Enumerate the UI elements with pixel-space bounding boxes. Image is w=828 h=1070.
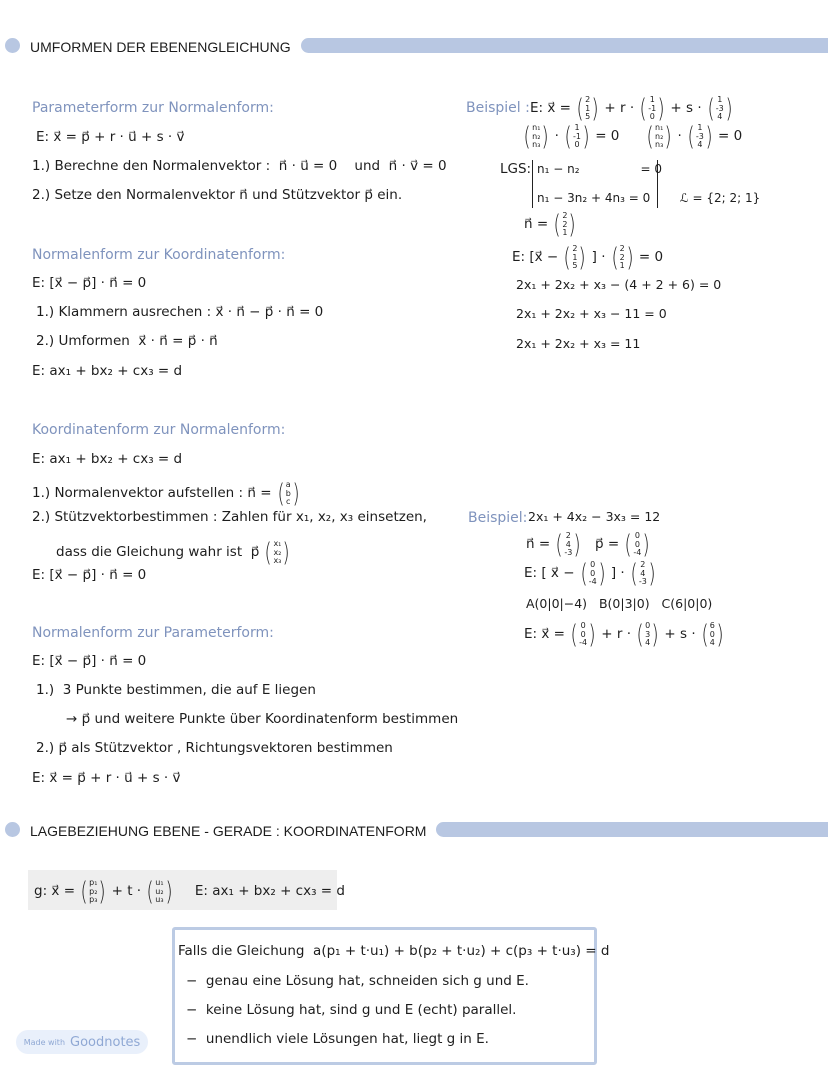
vector-component: x₃ [273, 556, 282, 566]
vector-component: 2 [585, 95, 591, 105]
vector-component: n₁ [655, 123, 664, 133]
math-text: 1.) Klammern ausrechen : x⃗ · n⃗ − p⃗ · n⃗ = 0 [36, 304, 324, 320]
math-text: n⃗ = [524, 216, 549, 233]
vector-component: 4 [709, 638, 715, 648]
vector-component: n₃ [532, 140, 541, 150]
vector-component: -4 [588, 577, 597, 587]
math-text: + s · [664, 626, 696, 643]
vector-component: -3 [695, 131, 704, 141]
math-text: n₁ − 3n₂ + 4n₃ = 0 [537, 191, 651, 205]
math-text: 2.) Stützvektorbestimmen : Zahlen für x₁, x₂, x₃ einsetzen, [32, 509, 427, 525]
math-text: 2x₁ + 2x₂ + x₃ = 11 [516, 336, 641, 351]
column-vector [276, 481, 301, 507]
vector-component: 2 [562, 219, 568, 229]
step-line [32, 160, 447, 174]
vector-component: 1 [649, 95, 655, 105]
formula-line [36, 131, 185, 145]
section-header [0, 36, 828, 56]
step-line [56, 540, 294, 566]
math-text: E: [x⃗ − p⃗] · n⃗ = 0 [32, 275, 147, 291]
math-text: E: [ x⃗ − [524, 565, 575, 582]
badge-prefix: Made with [23, 1037, 66, 1047]
vector-component: -3 [638, 577, 647, 587]
paren-right: ) [579, 243, 587, 273]
vector-components [579, 622, 587, 648]
section-title: LAGEBEZIEHUNG EBENE - GERADE : KOORDINATENFORM [30, 823, 427, 839]
step-line [36, 306, 323, 320]
vector-components [573, 124, 581, 150]
vector-component: 1 [572, 252, 578, 262]
column-vector [638, 96, 666, 122]
vector-components [639, 561, 647, 587]
vector-component: p₁ [89, 878, 98, 888]
vector-component: n₂ [532, 131, 541, 141]
vector-component: 1 [697, 123, 703, 133]
section-bar [436, 822, 828, 837]
step-line [32, 511, 427, 525]
formula-line [530, 96, 736, 122]
formula-line [512, 245, 663, 271]
vector-component: 0 [580, 621, 586, 631]
formula-line [524, 622, 727, 648]
math-text: ] · [591, 249, 606, 266]
paren-left: ( [277, 479, 285, 509]
math-text: E: ax₁ + bx₂ + cx₃ = d [177, 883, 345, 900]
paren-left: ( [523, 122, 531, 152]
paren-right: ) [598, 559, 606, 589]
vector-component: 1 [585, 103, 591, 113]
column-vector [629, 561, 657, 587]
column-vector [263, 540, 291, 566]
math-text: + r · [601, 626, 632, 643]
bullet-dot-icon [5, 822, 20, 837]
vector-component: n₁ [532, 123, 541, 133]
vector-component: 2 [565, 531, 571, 541]
math-text: E: [x⃗ − [512, 249, 559, 266]
paren-left: ( [630, 559, 638, 589]
vector-component: 6 [709, 621, 715, 631]
step-line [32, 481, 303, 507]
vector-component: 2 [572, 244, 578, 254]
math-text: − unendlich viele Lösungen hat, liegt g in E. [186, 1031, 489, 1047]
vector-components [589, 561, 597, 587]
vector-component: 4 [717, 112, 723, 122]
math-text: 1.) Berechne den Normalenvektor : n⃗ · u⃗ = 0 und n⃗ · v⃗ = 0 [32, 158, 447, 174]
section-title: UMFORMEN DER EBENENGLEICHUNG [30, 39, 291, 55]
paren-right: ) [292, 479, 300, 509]
vector-components [696, 124, 704, 150]
rule-line [186, 1033, 489, 1047]
vector-components [648, 96, 656, 122]
vector-component: 2 [640, 560, 646, 570]
step-line [32, 189, 402, 203]
vector-component: 1 [717, 95, 723, 105]
formula-line [528, 511, 660, 524]
column-vector [700, 622, 725, 648]
paren-left: ( [553, 210, 561, 240]
vector-components [655, 124, 663, 150]
math-text: Falls die Gleichung a(p₁ + t·u₁) + b(p₂ + t·u₂) + c(p₃ + t·u₃) = d [178, 943, 610, 959]
vector-component: 0 [580, 629, 586, 639]
math-text: = 0 [718, 128, 743, 145]
vector-component: -4 [579, 638, 588, 648]
vector-component: -3 [715, 103, 724, 113]
column-vector [686, 124, 714, 150]
section-bar [301, 38, 828, 53]
math-text: dass die Gleichung wahr ist p⃗ [56, 544, 260, 561]
vector-component: 1 [562, 228, 568, 238]
paren-right: ) [588, 620, 596, 650]
vector-components [716, 96, 724, 122]
column-vector [706, 96, 734, 122]
rule-line [186, 975, 529, 989]
column-vector [522, 124, 551, 150]
heading-parameter-to-normal: Parameterform zur Normalenform: [32, 100, 274, 116]
vector-components [562, 212, 567, 238]
vector-component: 2 [619, 244, 625, 254]
vector-components [89, 879, 97, 905]
formula-line [516, 279, 721, 292]
vector-component: 0 [645, 621, 651, 631]
paren-right: ) [648, 559, 656, 589]
vector-component: 4 [565, 539, 571, 549]
column-vector [554, 532, 582, 558]
points-line [526, 598, 712, 611]
paren-left: ( [563, 243, 571, 273]
formula-line [520, 124, 742, 150]
paren-left: ( [580, 559, 588, 589]
badge-brand: Goodnotes [70, 1034, 141, 1050]
column-vector [563, 124, 591, 150]
vector-component: 1 [574, 123, 580, 133]
step-line [36, 742, 393, 756]
column-vector [645, 124, 674, 150]
vector-components [286, 481, 291, 507]
math-text: E: x⃗ = p⃗ + r · u⃗ + s · v⃗ [36, 129, 185, 145]
vector-component: -3 [564, 548, 573, 558]
vector-component: 0 [649, 112, 655, 122]
math-text: = 0 [638, 249, 664, 266]
vector-components [620, 245, 625, 271]
math-text: 1.) 3 Punkte bestimmen, die auf E liegen [36, 682, 316, 698]
math-text: n⃗ = [526, 536, 551, 553]
column-vector [145, 879, 174, 905]
formula-line [524, 212, 580, 238]
formula-line [32, 772, 181, 786]
vector-component: 3 [645, 629, 651, 639]
paren-right: ) [282, 538, 291, 568]
vector-component: n₃ [655, 140, 664, 150]
paren-right: ) [705, 122, 713, 152]
paren-right: ) [651, 620, 659, 650]
math-text: + s · [670, 100, 702, 117]
math-text: 2x₁ + 4x₂ − 3x₃ = 12 [528, 509, 661, 524]
vector-component: x₁ [273, 539, 282, 549]
step-line [36, 335, 218, 349]
math-text: 2.) p⃗ als Stützvektor , Richtungsvektoren bestimmen [36, 740, 393, 756]
heading-coordinate-to-normal: Koordinatenform zur Normalenform: [32, 422, 286, 438]
vector-component: 0 [590, 568, 596, 578]
vector-component: 0 [709, 629, 715, 639]
paren-left: ( [576, 94, 584, 124]
heading-normal-to-coordinate: Normalenform zur Koordinatenform: [32, 247, 286, 263]
paren-left: ( [555, 530, 563, 560]
solution-set [680, 192, 760, 204]
step-line [66, 713, 458, 727]
paren-right: ) [98, 877, 107, 907]
vector-component: u₁ [155, 878, 164, 888]
paren-left: ( [146, 877, 154, 907]
vector-component: 0 [634, 531, 640, 541]
math-text: E: ax₁ + bx₂ + cx₃ = d [32, 363, 183, 379]
paren-left: ( [570, 620, 578, 650]
vector-component: 4 [640, 568, 646, 578]
math-text: 2.) Setze den Normalenvektor n⃗ und Stützvektor p⃗ ein. [32, 187, 403, 203]
math-text: E: [x⃗ − p⃗] · n⃗ = 0 [32, 653, 147, 669]
rule-line [178, 945, 609, 959]
vector-component: 4 [697, 140, 703, 150]
vector-components [564, 532, 572, 558]
formula-line [516, 338, 640, 351]
paren-left: ( [639, 94, 647, 124]
math-text: E: x⃗ = [524, 626, 565, 643]
vector-component: -4 [633, 548, 642, 558]
vector-component: b [285, 488, 291, 498]
vector-component: 2 [619, 252, 625, 262]
vector-component: x₂ [273, 547, 282, 557]
math-text: p⃗ = [586, 536, 620, 553]
math-text: E: [x⃗ − p⃗] · n⃗ = 0 [32, 567, 147, 583]
formula-line [516, 308, 667, 321]
vector-component: -1 [573, 131, 582, 141]
math-text: 2.) Umformen x⃗ · n⃗ = p⃗ · n⃗ [36, 333, 218, 349]
vector-component: p₂ [89, 886, 98, 896]
math-text: g: x⃗ = [34, 883, 76, 900]
formula-line [32, 453, 182, 467]
vector-components [155, 879, 163, 905]
vector-component: u₂ [155, 886, 164, 896]
vector-component: 4 [645, 638, 651, 648]
vector-component: 2 [562, 211, 568, 221]
paren-right: ) [165, 877, 173, 907]
example-label: Beispiel: [468, 510, 528, 526]
paren-left: ( [701, 620, 709, 650]
paren-right: ) [725, 94, 733, 124]
example-label: Beispiel : [466, 100, 530, 116]
paren-right: ) [642, 530, 651, 560]
paren-left: ( [636, 620, 644, 650]
paren-left: ( [707, 94, 715, 124]
vector-component: 0 [634, 539, 640, 549]
math-text: 2x₁ + 2x₂ + x₃ − 11 = 0 [516, 306, 667, 321]
math-text: E: ax₁ + bx₂ + cx₃ = d [32, 451, 183, 467]
math-text: A(0|0|−4) B(0|3|0) C(6|0|0) [526, 596, 713, 611]
column-vector [569, 622, 597, 648]
math-text: − genau eine Lösung hat, schneiden sich g und E. [186, 973, 529, 989]
vector-components [273, 540, 281, 566]
lgs-label: LGS: [500, 161, 532, 177]
lgs-row [537, 192, 650, 204]
formula-line [32, 277, 146, 291]
paren-left: ( [564, 122, 572, 152]
made-with-goodnotes-badge[interactable] [16, 1030, 148, 1054]
vector-component: 5 [572, 261, 578, 271]
math-text: 2x₁ + 2x₂ + x₃ − (4 + 2 + 6) = 0 [516, 277, 722, 292]
formula-line [32, 569, 146, 583]
vector-components [710, 622, 715, 648]
vector-component: c [286, 497, 291, 507]
math-text: E: x⃗ = p⃗ + r · u⃗ + s · v⃗ [32, 770, 181, 786]
vector-component: 0 [590, 560, 596, 570]
paren-left: ( [646, 122, 654, 152]
paren-right: ) [568, 210, 577, 240]
math-text: − keine Lösung hat, sind g und E (echt) parallel. [186, 1002, 517, 1018]
step-line [36, 684, 316, 698]
vector-components [645, 622, 650, 648]
vector-component: p₃ [89, 895, 98, 905]
paren-right: ) [541, 122, 550, 152]
vector-components [572, 245, 577, 271]
line-equation [34, 879, 345, 905]
math-text: ] · [610, 565, 625, 582]
paren-right: ) [664, 122, 672, 152]
column-vector [610, 245, 635, 271]
column-vector [79, 879, 108, 905]
formula-line [526, 532, 654, 558]
heading-normal-to-parameter: Normalenform zur Parameterform: [32, 625, 274, 641]
column-vector [562, 245, 587, 271]
paren-left: ( [80, 877, 88, 907]
math-text: ℒ = {2; 2; 1} [680, 191, 761, 205]
paren-right: ) [582, 122, 590, 152]
section-header [0, 820, 828, 840]
formula-line [32, 365, 182, 379]
column-vector [575, 96, 600, 122]
vector-component: a [285, 480, 291, 490]
vector-component: u₃ [155, 895, 164, 905]
paren-left: ( [264, 538, 272, 568]
vector-component: n₂ [655, 131, 664, 141]
paren-right: ) [573, 530, 581, 560]
column-vector [579, 561, 607, 587]
rule-line [186, 1004, 516, 1018]
math-text: = 0 [595, 128, 641, 145]
vector-component: 0 [574, 140, 580, 150]
paren-left: ( [624, 530, 632, 560]
paren-right: ) [591, 94, 599, 124]
math-text: + t · [111, 883, 142, 900]
vector-components [532, 124, 540, 150]
math-text: + r · [604, 100, 635, 117]
vector-component: -1 [648, 103, 657, 113]
paren-right: ) [716, 620, 724, 650]
paren-left: ( [687, 122, 695, 152]
vector-components [585, 96, 590, 122]
vector-component: 1 [619, 261, 625, 271]
math-text: E: x⃗ = [530, 100, 571, 117]
paren-left: ( [611, 243, 619, 273]
vector-components [633, 532, 641, 558]
math-text: · [677, 128, 682, 145]
column-vector [635, 622, 660, 648]
formula-line [524, 561, 659, 587]
vector-component: 5 [585, 112, 591, 122]
formula-line [32, 655, 146, 669]
bullet-dot-icon [5, 38, 20, 53]
paren-right: ) [657, 94, 665, 124]
math-text: n₁ − n₂ = 0 [537, 162, 663, 176]
column-vector [552, 212, 577, 238]
column-vector [623, 532, 651, 558]
lgs-row [537, 163, 662, 175]
math-text: 1.) Normalenvektor aufstellen : n⃗ = [32, 485, 272, 502]
paren-right: ) [626, 243, 634, 273]
math-text: · [554, 128, 559, 145]
math-text: → p⃗ und weitere Punkte über Koordinatenform bestimmen [66, 711, 459, 727]
